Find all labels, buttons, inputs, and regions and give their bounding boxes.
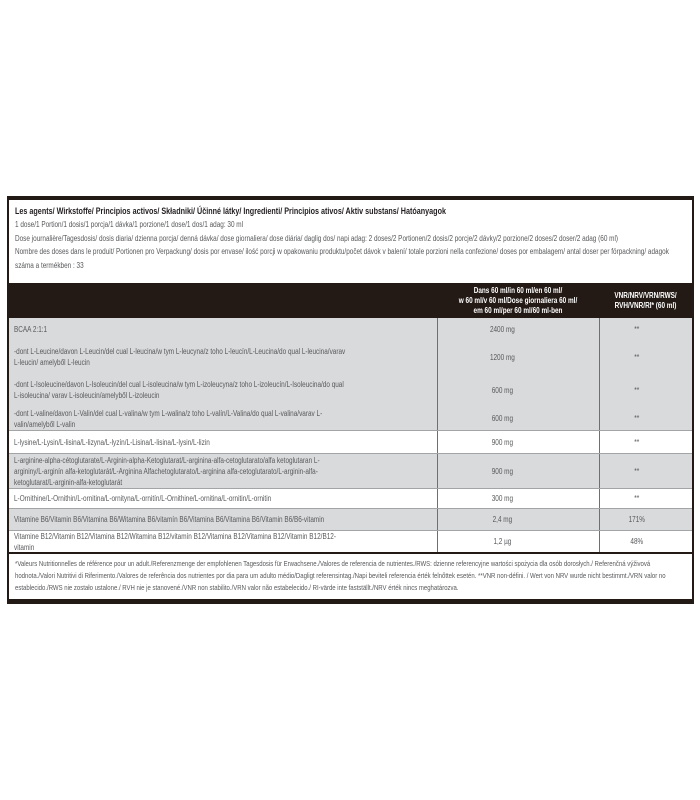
table-row	[9, 508, 692, 530]
amount-value: 600 mg	[491, 385, 514, 395]
nrv-value: **	[634, 325, 640, 334]
amount-value: 1200 mg	[489, 352, 515, 362]
reference-values-footnote: *Valeurs Nutritionnelles de référence pour un adult./Referenzmenge der empfohlenen Tagesdosis für Erwachsene./Valores de referencia de nutrientes./RWS: dzienne referencyjne wartości spożycia dla osób dorosłych./ Referenčná výživová hodnota./Valori Nutritivi di Riferimento./Valores de referência dos nutrientes por dia para um adulto médio/Dagligt referensintag./Napi beviteli referencia érték felnőttek esetén. **VNR non-défini. / Wert von NRV wurde nicht bestimmt./VRN valor no establecido./RWS nie zostało ustalone./ RVH nie je stanovené./VNR non stabilito./VRN valor não estabelecido./ RI-värde inte fastställt./NRV érték nincs meghatározva.	[9, 552, 692, 599]
nrv-value: **	[634, 385, 640, 395]
ingredient-name: Vitamine B12/Vitamin B12/Vitamina B12/Witamina B12/vitamín B12/Vitamina B12/Vitamina B12/Vitamin B12/B12-vitamin	[14, 531, 336, 552]
table-row	[9, 488, 692, 508]
nrv-value: **	[634, 494, 640, 503]
table-intro	[9, 200, 692, 283]
nrv-value: 48%	[630, 537, 644, 546]
nrv-value: **	[634, 352, 640, 362]
serving-size-line: 1 dose/1 Portion/1 dosis/1 porcja/1 dávka/1 porzione/1 dose/1 dos/1 adag: 30 ml	[15, 220, 244, 229]
column-header-amount: Dans 60 ml/in 60 ml/en 60 ml/ w 60 ml/v 60 ml/Dose giornaliera 60 ml/ em 60 ml/per 60 ml/60 ml-ben	[458, 285, 578, 315]
nrv-value: **	[634, 414, 640, 423]
ingredient-name: BCAA 2:1:1	[14, 325, 48, 334]
ingredient-name: -dont L-Leucine/davon L-Leucin/del cual L-leucina/w tym L-leucyna/z toho L-leucín/L-Leucina/do qual L-leucina/varav L-leucin/ amelyből L-leucin	[14, 347, 346, 367]
ingredient-name: -dont L-Isoleucine/davon L-Isoleucin/del cual L-isoleucina/w tym L-izoleucyna/z toho L-izoleucín/L-Isoleucina/do qual L-isoleucina/ varav L-isoleucin/amelyből L-izoleucin	[14, 380, 344, 400]
amount-value: 2,4 mg	[492, 515, 513, 524]
ingredient-name: L-arginine-alpha-cétoglutarate/L-Arginin-alpha-Ketoglutarat/L-arginina-alfa-cetoglutarato/alfa ketoglutaran L-argininy/L-arginín alfa-ketoglutarát/L-Arginina Alfachetoglutarato/L-arginina alfa-cetoglutarato/L-arginin-alfa-ketoglutarat/L-arginin-alfa-ketoglutarát	[14, 455, 320, 487]
nutrition-table	[7, 196, 694, 604]
ingredient-name: -dont L-valine/davon L-Valin/del cual L-valina/w tym L-walina/z toho L-valín/L-Valina/do qual L-valina/varav L-valin/amelyből L-valin	[14, 408, 323, 429]
table-row	[9, 407, 692, 430]
column-header-band	[9, 283, 692, 318]
table-row	[9, 530, 692, 552]
column-header-nrv: VNR/NRV/VRN/RWS/ RVH/VNR/RI* (60 ml)	[614, 290, 677, 310]
servings-per-pack-line: Nombre des doses dans le produit/ Portionen pro Verpackung/ dosis por envase/ ilość porcji w opakowaniu produktu/počet dávok v balení/ totale porzioni nella confezione/ doses por embalagem/ antal doser per förpackning/ adagok száma a termékben : 33	[15, 247, 669, 270]
amount-value: 1,2 µg	[493, 537, 512, 546]
amount-value: 600 mg	[491, 414, 514, 423]
ingredient-name: L-lysine/L-Lysin/L-lisina/L-lizyna/L-lyzín/L-Lisina/L-lisina/L-lysin/L-lizin	[14, 437, 210, 447]
ingredient-name: Vitamine B6/Vitamin B6/Vitamina B6/Witamina B6/vitamín B6/Vitamina B6/Vitamina B6/Vitamin B6/B6-vitamin	[14, 515, 325, 524]
amount-value: 300 mg	[491, 494, 514, 503]
table-row	[9, 373, 692, 407]
amount-value: 900 mg	[491, 437, 514, 447]
table-row	[9, 318, 692, 341]
amount-value: 900 mg	[491, 466, 514, 476]
nrv-value: **	[634, 466, 640, 476]
table-row	[9, 341, 692, 373]
amount-value: 2400 mg	[489, 325, 515, 334]
active-substances-title: Les agents/ Wirkstoffe/ Principios activos/ Składniki/ Účinné látky/ Ingredienti/ Principios ativos/ Aktiv substans/ Hatóanyagok	[15, 206, 446, 216]
table-row	[9, 430, 692, 453]
nrv-value: 171%	[628, 515, 645, 524]
table-row	[9, 453, 692, 488]
ingredient-name: L-Ornithine/L-Ornithin/L-ornitina/L-ornityna/L-ornitín/L-Ornithine/L-ornitina/L-ornitin/L-ornitin	[14, 494, 272, 503]
nrv-value: **	[634, 437, 640, 447]
daily-dose-line: Dose journalière/Tagesdosis/ dosis diaria/ dzienna porcja/ denná dávka/ dose giornaliera/ dose diária/ daglig dos/ napi adag: 2 doses/2 Portionen/2 dosis/2 porcje/2 dávky/2 porzione/2 doses/2 doser/2 adag (60 ml)	[15, 233, 619, 243]
column-header-empty	[9, 283, 437, 318]
